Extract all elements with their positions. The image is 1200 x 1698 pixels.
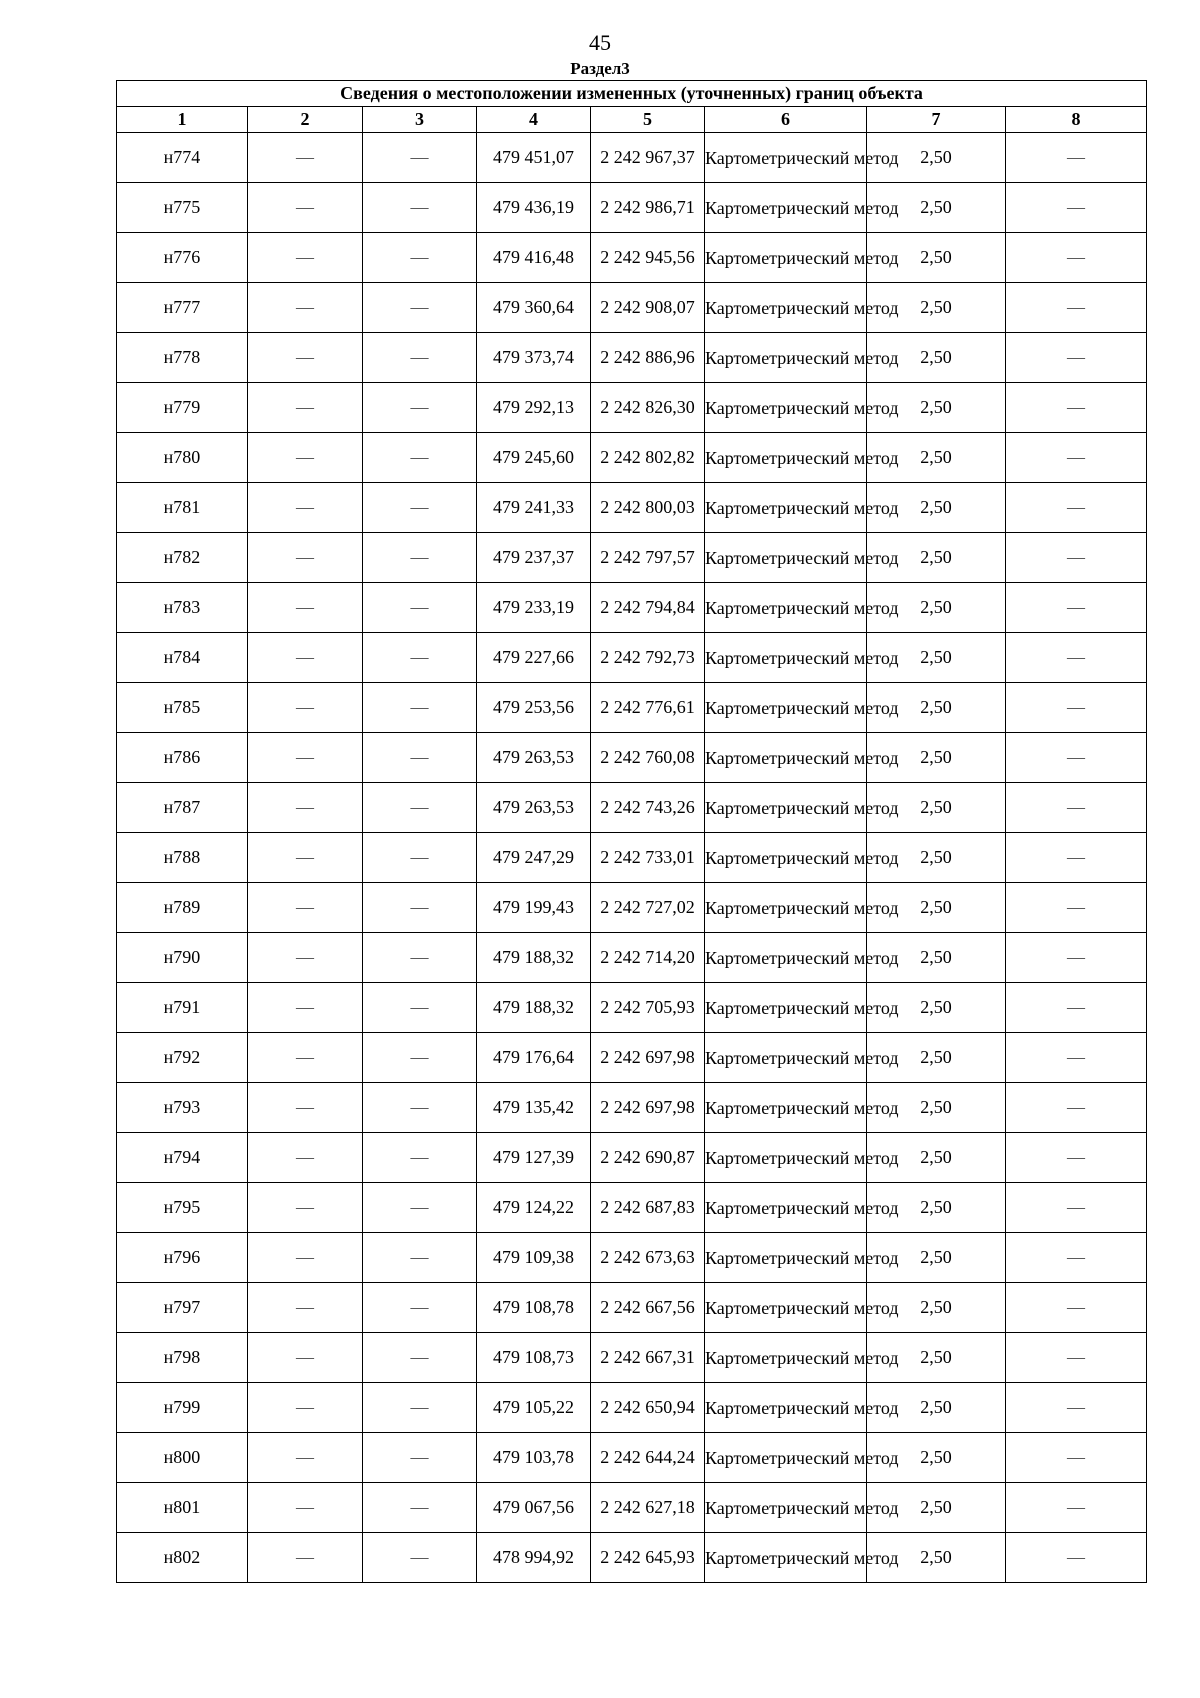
y-coordinate-cell: 2 242 644,24 — [591, 1433, 705, 1483]
x-coordinate-cell: 479 127,39 — [477, 1133, 591, 1183]
accuracy-cell: 2,50 — [867, 833, 1006, 883]
col2-cell: — — [248, 1433, 363, 1483]
method-cell: Картометрический метод — [705, 533, 867, 583]
accuracy-cell: 2,50 — [867, 1333, 1006, 1383]
col2-cell: — — [248, 1483, 363, 1533]
col8-cell: — — [1006, 683, 1147, 733]
accuracy-cell: 2,50 — [867, 133, 1006, 183]
table-row — [117, 133, 1147, 183]
method-cell: Картометрический метод — [705, 133, 867, 183]
x-coordinate-cell: 478 994,92 — [477, 1533, 591, 1583]
accuracy-cell: 2,50 — [867, 1133, 1006, 1183]
method-cell: Картометрический метод — [705, 783, 867, 833]
x-coordinate-cell: 479 451,07 — [477, 133, 591, 183]
point-name-cell: н796 — [117, 1233, 248, 1283]
table-row — [117, 633, 1147, 683]
method-cell: Картометрический метод — [705, 1333, 867, 1383]
table-caption-row — [117, 81, 1147, 107]
point-name-cell: н778 — [117, 333, 248, 383]
table-row — [117, 783, 1147, 833]
col8-cell: — — [1006, 1333, 1147, 1383]
table-row — [117, 733, 1147, 783]
method-cell: Картометрический метод — [705, 333, 867, 383]
col8-cell: — — [1006, 1483, 1147, 1533]
x-coordinate-cell: 479 416,48 — [477, 233, 591, 283]
table-row — [117, 433, 1147, 483]
accuracy-cell: 2,50 — [867, 333, 1006, 383]
point-name-cell: н779 — [117, 383, 248, 433]
table-row — [117, 233, 1147, 283]
point-name-cell: н792 — [117, 1033, 248, 1083]
col2-cell: — — [248, 283, 363, 333]
column-number-header: 2 — [248, 107, 363, 133]
y-coordinate-cell: 2 242 797,57 — [591, 533, 705, 583]
x-coordinate-cell: 479 263,53 — [477, 733, 591, 783]
accuracy-cell: 2,50 — [867, 1383, 1006, 1433]
col8-cell: — — [1006, 183, 1147, 233]
col8-cell: — — [1006, 333, 1147, 383]
x-coordinate-cell: 479 436,19 — [477, 183, 591, 233]
method-cell: Картометрический метод — [705, 1183, 867, 1233]
col2-cell: — — [248, 433, 363, 483]
col3-cell: — — [363, 933, 477, 983]
y-coordinate-cell: 2 242 886,96 — [591, 333, 705, 383]
table-row — [117, 683, 1147, 733]
x-coordinate-cell: 479 245,60 — [477, 433, 591, 483]
y-coordinate-cell: 2 242 908,07 — [591, 283, 705, 333]
x-coordinate-cell: 479 360,64 — [477, 283, 591, 333]
x-coordinate-cell: 479 373,74 — [477, 333, 591, 383]
x-coordinate-cell: 479 067,56 — [477, 1483, 591, 1533]
col3-cell: — — [363, 1083, 477, 1133]
x-coordinate-cell: 479 124,22 — [477, 1183, 591, 1233]
col8-cell: — — [1006, 883, 1147, 933]
col3-cell: — — [363, 133, 477, 183]
col2-cell: — — [248, 1133, 363, 1183]
y-coordinate-cell: 2 242 800,03 — [591, 483, 705, 533]
x-coordinate-cell: 479 176,64 — [477, 1033, 591, 1083]
y-coordinate-cell: 2 242 714,20 — [591, 933, 705, 983]
col8-cell: — — [1006, 983, 1147, 1033]
col8-cell: — — [1006, 433, 1147, 483]
method-cell: Картометрический метод — [705, 383, 867, 433]
table-row — [117, 1233, 1147, 1283]
col8-cell: — — [1006, 1283, 1147, 1333]
col2-cell: — — [248, 733, 363, 783]
point-name-cell: н776 — [117, 233, 248, 283]
accuracy-cell: 2,50 — [867, 733, 1006, 783]
col8-cell: — — [1006, 1033, 1147, 1083]
col2-cell: — — [248, 1283, 363, 1333]
col3-cell: — — [363, 633, 477, 683]
col2-cell: — — [248, 233, 363, 283]
col2-cell: — — [248, 1083, 363, 1133]
col8-cell: — — [1006, 583, 1147, 633]
method-cell: Картометрический метод — [705, 433, 867, 483]
table-row — [117, 933, 1147, 983]
table-caption: Сведения о местоположении измененных (уточненных) границ объекта — [117, 81, 1147, 107]
accuracy-cell: 2,50 — [867, 283, 1006, 333]
col2-cell: — — [248, 983, 363, 1033]
col3-cell: — — [363, 483, 477, 533]
point-name-cell: н802 — [117, 1533, 248, 1583]
col3-cell: — — [363, 533, 477, 583]
column-number-row — [117, 107, 1147, 133]
method-cell: Картометрический метод — [705, 283, 867, 333]
table-row — [117, 833, 1147, 883]
point-name-cell: н774 — [117, 133, 248, 183]
y-coordinate-cell: 2 242 733,01 — [591, 833, 705, 883]
point-name-cell: н787 — [117, 783, 248, 833]
point-name-cell: н799 — [117, 1383, 248, 1433]
col2-cell: — — [248, 383, 363, 433]
accuracy-cell: 2,50 — [867, 383, 1006, 433]
col3-cell: — — [363, 433, 477, 483]
method-cell: Картометрический метод — [705, 1483, 867, 1533]
point-name-cell: н795 — [117, 1183, 248, 1233]
accuracy-cell: 2,50 — [867, 633, 1006, 683]
col3-cell: — — [363, 783, 477, 833]
table-row — [117, 1083, 1147, 1133]
y-coordinate-cell: 2 242 776,61 — [591, 683, 705, 733]
col2-cell: — — [248, 883, 363, 933]
x-coordinate-cell: 479 253,56 — [477, 683, 591, 733]
point-name-cell: н790 — [117, 933, 248, 983]
table-row — [117, 1283, 1147, 1333]
col2-cell: — — [248, 1333, 363, 1383]
col8-cell: — — [1006, 1083, 1147, 1133]
accuracy-cell: 2,50 — [867, 1183, 1006, 1233]
method-cell: Картометрический метод — [705, 1233, 867, 1283]
col8-cell: — — [1006, 933, 1147, 983]
method-cell: Картометрический метод — [705, 883, 867, 933]
point-name-cell: н793 — [117, 1083, 248, 1133]
method-cell: Картометрический метод — [705, 933, 867, 983]
method-cell: Картометрический метод — [705, 833, 867, 883]
accuracy-cell: 2,50 — [867, 1533, 1006, 1583]
y-coordinate-cell: 2 242 687,83 — [591, 1183, 705, 1233]
y-coordinate-cell: 2 242 967,37 — [591, 133, 705, 183]
method-cell: Картометрический метод — [705, 983, 867, 1033]
accuracy-cell: 2,50 — [867, 1233, 1006, 1283]
accuracy-cell: 2,50 — [867, 483, 1006, 533]
col3-cell: — — [363, 333, 477, 383]
coordinates-table — [116, 80, 1147, 1583]
x-coordinate-cell: 479 263,53 — [477, 783, 591, 833]
col3-cell: — — [363, 383, 477, 433]
point-name-cell: н781 — [117, 483, 248, 533]
col8-cell: — — [1006, 233, 1147, 283]
col3-cell: — — [363, 1133, 477, 1183]
col3-cell: — — [363, 733, 477, 783]
method-cell: Картометрический метод — [705, 733, 867, 783]
point-name-cell: н780 — [117, 433, 248, 483]
col3-cell: — — [363, 233, 477, 283]
column-number-header: 6 — [705, 107, 867, 133]
accuracy-cell: 2,50 — [867, 533, 1006, 583]
y-coordinate-cell: 2 242 690,87 — [591, 1133, 705, 1183]
y-coordinate-cell: 2 242 743,26 — [591, 783, 705, 833]
col8-cell: — — [1006, 133, 1147, 183]
y-coordinate-cell: 2 242 667,56 — [591, 1283, 705, 1333]
x-coordinate-cell: 479 188,32 — [477, 933, 591, 983]
col2-cell: — — [248, 483, 363, 533]
x-coordinate-cell: 479 241,33 — [477, 483, 591, 533]
y-coordinate-cell: 2 242 697,98 — [591, 1033, 705, 1083]
point-name-cell: н775 — [117, 183, 248, 233]
point-name-cell: н788 — [117, 833, 248, 883]
col8-cell: — — [1006, 483, 1147, 533]
col3-cell: — — [363, 1233, 477, 1283]
accuracy-cell: 2,50 — [867, 1083, 1006, 1133]
section-title: Раздел3 — [570, 59, 630, 78]
col2-cell: — — [248, 933, 363, 983]
method-cell: Картометрический метод — [705, 1083, 867, 1133]
col2-cell: — — [248, 183, 363, 233]
table-row — [117, 883, 1147, 933]
method-cell: Картометрический метод — [705, 583, 867, 633]
table-row — [117, 483, 1147, 533]
x-coordinate-cell: 479 103,78 — [477, 1433, 591, 1483]
page-number: 45 — [589, 30, 611, 55]
method-cell: Картометрический метод — [705, 233, 867, 283]
column-number-header: 7 — [867, 107, 1006, 133]
method-cell: Картометрический метод — [705, 183, 867, 233]
table-row — [117, 333, 1147, 383]
point-name-cell: н791 — [117, 983, 248, 1033]
table-row — [117, 383, 1147, 433]
col2-cell: — — [248, 1233, 363, 1283]
point-name-cell: н785 — [117, 683, 248, 733]
accuracy-cell: 2,50 — [867, 933, 1006, 983]
y-coordinate-cell: 2 242 826,30 — [591, 383, 705, 433]
accuracy-cell: 2,50 — [867, 1433, 1006, 1483]
x-coordinate-cell: 479 227,66 — [477, 633, 591, 683]
table-row — [117, 983, 1147, 1033]
y-coordinate-cell: 2 242 760,08 — [591, 733, 705, 783]
x-coordinate-cell: 479 237,37 — [477, 533, 591, 583]
x-coordinate-cell: 479 188,32 — [477, 983, 591, 1033]
x-coordinate-cell: 479 199,43 — [477, 883, 591, 933]
col8-cell: — — [1006, 1383, 1147, 1433]
y-coordinate-cell: 2 242 673,63 — [591, 1233, 705, 1283]
col8-cell: — — [1006, 633, 1147, 683]
column-number-header: 4 — [477, 107, 591, 133]
col2-cell: — — [248, 583, 363, 633]
table-row — [117, 533, 1147, 583]
col3-cell: — — [363, 1383, 477, 1433]
point-name-cell: н777 — [117, 283, 248, 333]
col8-cell: — — [1006, 1183, 1147, 1233]
table-row — [117, 1183, 1147, 1233]
y-coordinate-cell: 2 242 727,02 — [591, 883, 705, 933]
col3-cell: — — [363, 1183, 477, 1233]
accuracy-cell: 2,50 — [867, 233, 1006, 283]
column-number-header: 8 — [1006, 107, 1147, 133]
col3-cell: — — [363, 1433, 477, 1483]
method-cell: Картометрический метод — [705, 1033, 867, 1083]
method-cell: Картометрический метод — [705, 1533, 867, 1583]
col2-cell: — — [248, 683, 363, 733]
point-name-cell: н786 — [117, 733, 248, 783]
table-row — [117, 1533, 1147, 1583]
method-cell: Картометрический метод — [705, 683, 867, 733]
column-number-header: 3 — [363, 107, 477, 133]
col3-cell: — — [363, 1333, 477, 1383]
col2-cell: — — [248, 1183, 363, 1233]
table-row — [117, 583, 1147, 633]
col2-cell: — — [248, 1033, 363, 1083]
table-row — [117, 183, 1147, 233]
accuracy-cell: 2,50 — [867, 983, 1006, 1033]
point-name-cell: н783 — [117, 583, 248, 633]
method-cell: Картометрический метод — [705, 1383, 867, 1433]
x-coordinate-cell: 479 109,38 — [477, 1233, 591, 1283]
col2-cell: — — [248, 833, 363, 883]
table-row — [117, 1133, 1147, 1183]
y-coordinate-cell: 2 242 794,84 — [591, 583, 705, 633]
y-coordinate-cell: 2 242 645,93 — [591, 1533, 705, 1583]
col3-cell: — — [363, 1283, 477, 1333]
col2-cell: — — [248, 783, 363, 833]
accuracy-cell: 2,50 — [867, 783, 1006, 833]
y-coordinate-cell: 2 242 945,56 — [591, 233, 705, 283]
point-name-cell: н800 — [117, 1433, 248, 1483]
col2-cell: — — [248, 633, 363, 683]
method-cell: Картометрический метод — [705, 1133, 867, 1183]
table-row — [117, 1433, 1147, 1483]
accuracy-cell: 2,50 — [867, 183, 1006, 233]
method-cell: Картометрический метод — [705, 483, 867, 533]
accuracy-cell: 2,50 — [867, 583, 1006, 633]
col8-cell: — — [1006, 1433, 1147, 1483]
y-coordinate-cell: 2 242 627,18 — [591, 1483, 705, 1533]
col2-cell: — — [248, 1533, 363, 1583]
x-coordinate-cell: 479 108,78 — [477, 1283, 591, 1333]
col8-cell: — — [1006, 1233, 1147, 1283]
col2-cell: — — [248, 133, 363, 183]
point-name-cell: н798 — [117, 1333, 248, 1383]
col2-cell: — — [248, 1383, 363, 1433]
table-body — [117, 133, 1147, 1583]
col3-cell: — — [363, 183, 477, 233]
y-coordinate-cell: 2 242 667,31 — [591, 1333, 705, 1383]
col2-cell: — — [248, 533, 363, 583]
accuracy-cell: 2,50 — [867, 683, 1006, 733]
column-number-header: 1 — [117, 107, 248, 133]
method-cell: Картометрический метод — [705, 633, 867, 683]
col3-cell: — — [363, 283, 477, 333]
col8-cell: — — [1006, 833, 1147, 883]
col3-cell: — — [363, 833, 477, 883]
table-row — [117, 1033, 1147, 1083]
x-coordinate-cell: 479 105,22 — [477, 1383, 591, 1433]
col8-cell: — — [1006, 383, 1147, 433]
x-coordinate-cell: 479 233,19 — [477, 583, 591, 633]
y-coordinate-cell: 2 242 697,98 — [591, 1083, 705, 1133]
accuracy-cell: 2,50 — [867, 883, 1006, 933]
col3-cell: — — [363, 1483, 477, 1533]
col3-cell: — — [363, 583, 477, 633]
accuracy-cell: 2,50 — [867, 433, 1006, 483]
col3-cell: — — [363, 883, 477, 933]
table-row — [117, 283, 1147, 333]
col3-cell: — — [363, 1533, 477, 1583]
col8-cell: — — [1006, 533, 1147, 583]
point-name-cell: н784 — [117, 633, 248, 683]
point-name-cell: н801 — [117, 1483, 248, 1533]
x-coordinate-cell: 479 135,42 — [477, 1083, 591, 1133]
point-name-cell: н794 — [117, 1133, 248, 1183]
y-coordinate-cell: 2 242 986,71 — [591, 183, 705, 233]
y-coordinate-cell: 2 242 802,82 — [591, 433, 705, 483]
col3-cell: — — [363, 983, 477, 1033]
y-coordinate-cell: 2 242 705,93 — [591, 983, 705, 1033]
col2-cell: — — [248, 333, 363, 383]
col8-cell: — — [1006, 283, 1147, 333]
col8-cell: — — [1006, 733, 1147, 783]
accuracy-cell: 2,50 — [867, 1033, 1006, 1083]
table-row — [117, 1383, 1147, 1433]
table-row — [117, 1333, 1147, 1383]
col8-cell: — — [1006, 1133, 1147, 1183]
col3-cell: — — [363, 1033, 477, 1083]
method-cell: Картометрический метод — [705, 1283, 867, 1333]
y-coordinate-cell: 2 242 650,94 — [591, 1383, 705, 1433]
point-name-cell: н789 — [117, 883, 248, 933]
column-number-header: 5 — [591, 107, 705, 133]
accuracy-cell: 2,50 — [867, 1483, 1006, 1533]
x-coordinate-cell: 479 108,73 — [477, 1333, 591, 1383]
y-coordinate-cell: 2 242 792,73 — [591, 633, 705, 683]
accuracy-cell: 2,50 — [867, 1283, 1006, 1333]
point-name-cell: н797 — [117, 1283, 248, 1333]
col8-cell: — — [1006, 783, 1147, 833]
col3-cell: — — [363, 683, 477, 733]
x-coordinate-cell: 479 292,13 — [477, 383, 591, 433]
col8-cell: — — [1006, 1533, 1147, 1583]
table-row — [117, 1483, 1147, 1533]
x-coordinate-cell: 479 247,29 — [477, 833, 591, 883]
point-name-cell: н782 — [117, 533, 248, 583]
method-cell: Картометрический метод — [705, 1433, 867, 1483]
